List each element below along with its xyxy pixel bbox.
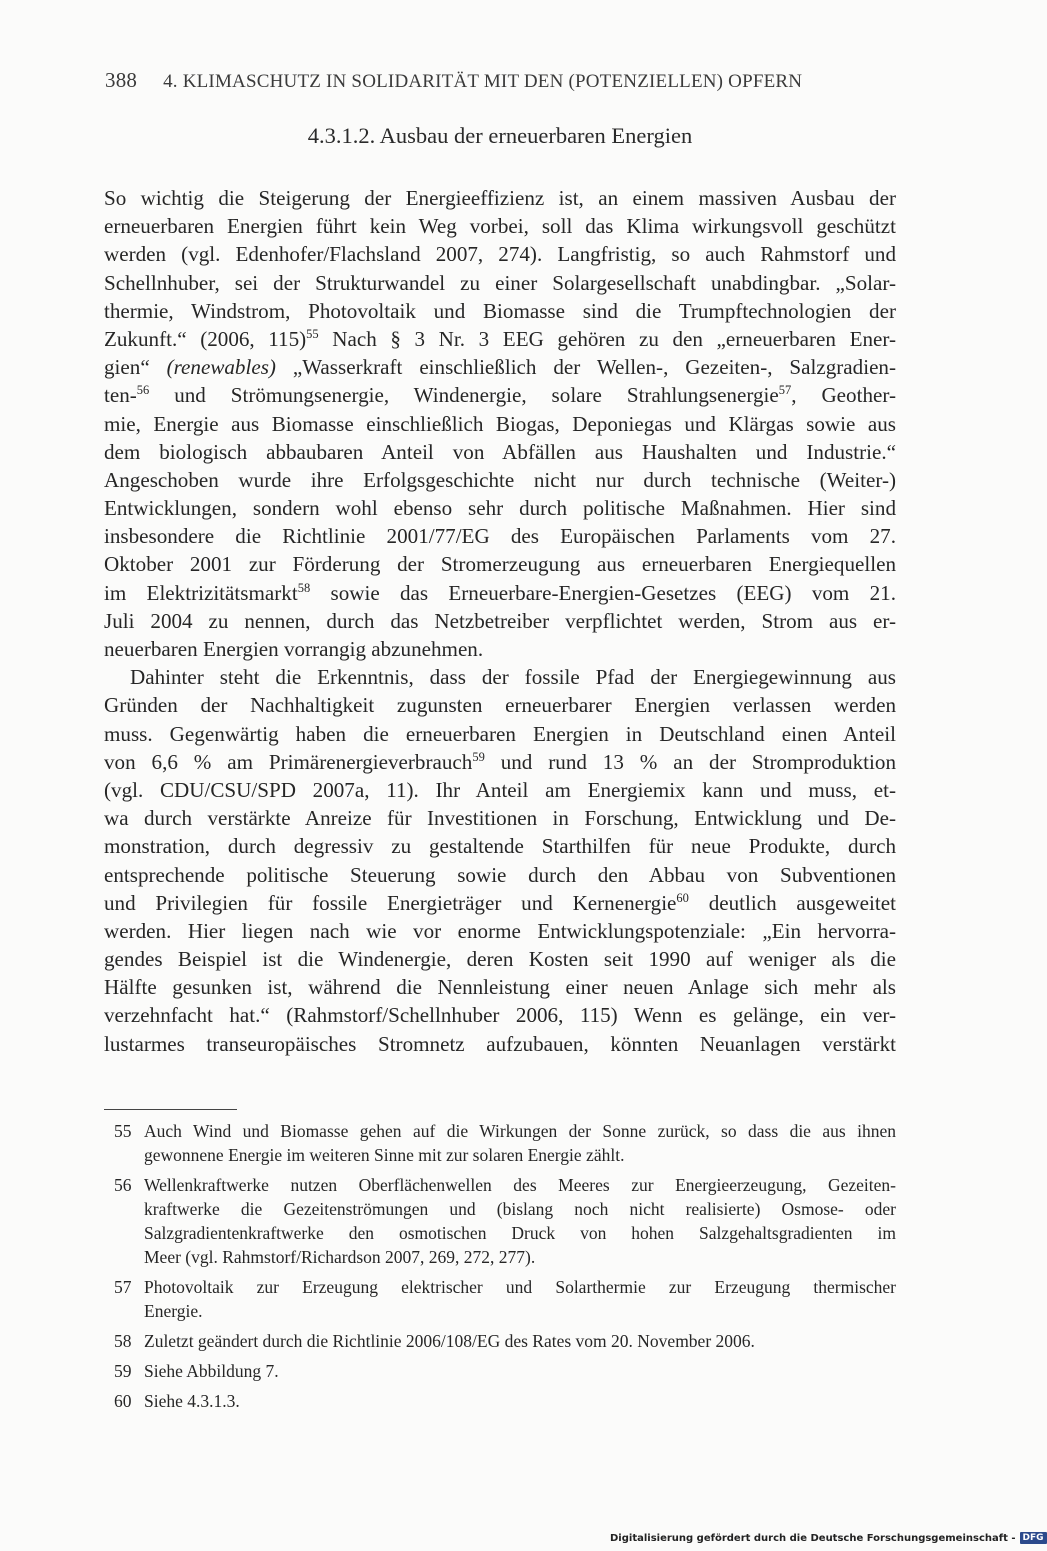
footnote-number: 55 (114, 1121, 132, 1141)
text-segment: Zukunft.“ (2006, 115) (104, 326, 307, 351)
italic-term: (renewables) (166, 355, 276, 380)
text-line: werden (vgl. Edenhofer/Flachsland 2007, 274). Langfristig, so auch Rahmstorf und (104, 242, 896, 267)
text-segment: ten- (104, 383, 137, 408)
text-segment: sowie das Erneuerbare-Energien-Gesetzes (EEG) vom 21. (310, 580, 896, 605)
footnote-line: Meer (vgl. Rahmstorf/Richardson 2007, 269, 272, 277). (144, 1247, 536, 1267)
text-segment: , Geother- (791, 383, 896, 408)
footnote-ref-57: 57 (778, 383, 792, 398)
footnote-line: Siehe 4.3.1.3. (144, 1391, 240, 1411)
text-line: Schellnhuber, sei der Strukturwandel zu einer Solargesellschaft unabdingbar. „Solar- (104, 270, 896, 295)
footnote-line: Energie. (144, 1301, 203, 1321)
text-line: Juli 2004 zu nennen, durch das Netzbetreiber verpflichtet werden, Strom aus er- (104, 608, 896, 633)
text-segment: und Strömungsenergie, Windenergie, solare Strahlungsenergie (149, 383, 779, 408)
footnote-ref-58: 58 (297, 580, 311, 595)
footnote-number: 58 (114, 1331, 132, 1351)
footnote-60 (104, 1389, 896, 1413)
text-line: erneuerbaren Energien führt kein Weg vorbei, soll das Klima wirkungsvoll geschützt (104, 214, 896, 239)
text-line: muss. Gegenwärtig haben die erneuerbaren Energien in Deutschland einen Anteil (104, 721, 896, 746)
text-segment: deutlich ausgeweitet (688, 890, 896, 915)
text-segment: „Wasserkraft einschließlich der Wellen-, Gezeiten-, Salzgradien- (275, 355, 897, 380)
footnote-ref-56: 56 (136, 383, 150, 398)
text-line: insbesondere die Richtlinie 2001/77/EG des Europäischen Parlaments vom 27. (104, 524, 896, 549)
footnote-ref-59: 59 (472, 749, 485, 764)
footnote-line: Siehe Abbildung 7. (144, 1361, 279, 1381)
text-segment: Nach § 3 Nr. 3 EEG gehören zu den „erneuerbaren Ener- (318, 326, 896, 351)
footnote-line: Zuletzt geändert durch die Richtlinie 2006/108/EG des Rates vom 20. November 2006. (144, 1331, 755, 1351)
dfg-logo: DFG (1020, 1532, 1047, 1544)
text-line: gendes Beispiel ist die Windenergie, deren Kosten seit 1990 auf weniger als die (104, 947, 896, 972)
text-line: Dahinter steht die Erkenntnis, dass der fossile Pfad der Energiegewinnung aus (130, 665, 896, 690)
text-line: verzehnfacht hat.“ (Rahmstorf/Schellnhuber 2006, 115) Wenn es gelänge, ein ver- (104, 1003, 896, 1028)
footnote-line: Wellenkraftwerke nutzen Oberflächenwellen des Meeres zur Energieerzeugung, Gezeiten- (144, 1175, 896, 1195)
text-segment: von 6,6 % am Primärenergieverbrauch (104, 749, 473, 774)
text-line: Entwicklungen, sondern wohl ebenso sehr durch politische Maßnahmen. Hier sind (104, 496, 896, 521)
text-line: entsprechende politische Steuerung sowie durch den Abbau von Subventionen (104, 862, 896, 887)
text-segment: und rund 13 % an der Stromproduktion (484, 749, 896, 774)
footnote-57 (104, 1275, 896, 1323)
text-segment: gien“ (104, 355, 167, 380)
text-line: thermie, Windstrom, Photovoltaik und Biomasse sind die Trumpftechnologien der (104, 298, 896, 323)
footnote-divider (104, 1109, 237, 1110)
text-line: dem biologisch abbaubaren Anteil von Abfällen aus Haushalten und Industrie.“ (104, 439, 896, 464)
text-line: werden. Hier liegen nach wie vor enorme Entwicklungspotenziale: „Ein hervorra- (104, 918, 896, 943)
text-line: Gründen der Nachhaltigkeit zugunsten erneuerbarer Energien verlassen werden (104, 693, 896, 718)
text-line (104, 325, 896, 353)
footnote-58 (104, 1329, 896, 1353)
text-line (104, 381, 896, 409)
footnote-number: 59 (114, 1361, 132, 1381)
text-line: wa durch verstärkte Anreize für Investitionen in Forschung, Entwicklung und De- (104, 806, 896, 831)
footnote-number: 60 (114, 1391, 132, 1411)
footnote-59 (104, 1359, 896, 1383)
footnote-line: gewonnene Energie im weiteren Sinne mit zur solaren Energie zählt. (144, 1145, 625, 1165)
text-line: Angeschoben wurde ihre Erfolgsgeschichte nicht nur durch technische (Weiter-) (104, 467, 896, 492)
footnote-line: Auch Wind und Biomasse gehen auf die Wirkungen der Sonne zurück, so dass die aus ihnen (144, 1121, 896, 1141)
text-line: neuerbaren Energien vorrangig abzunehmen. (104, 637, 484, 661)
body-text (104, 184, 896, 1058)
text-segment: im Elektrizitätsmarkt (104, 580, 298, 605)
footnote-55 (104, 1119, 896, 1167)
text-line: lustarmes transeuropäisches Stromnetz aufzubauen, könnten Neuanlagen verstärkt (104, 1031, 896, 1056)
footnote-ref-60: 60 (676, 890, 689, 905)
credit-text: Digitalisierung gefördert durch die Deutsche Forschungsgemeinschaft - (610, 1533, 1016, 1544)
text-line: Oktober 2001 zur Förderung der Stromerzeugung aus erneuerbaren Energiequellen (104, 552, 896, 577)
text-line (104, 889, 896, 917)
footnote-line: Salzgradientenkraftwerke den osmotischen Druck von hohen Salzgehaltsgradienten im (144, 1223, 896, 1243)
footnote-line: Photovoltaik zur Erzeugung elektrischer und Solarthermie zur Erzeugung thermischer (144, 1277, 896, 1297)
footnotes (104, 1119, 896, 1419)
running-header (105, 68, 905, 93)
section-heading: 4.3.1.2. Ausbau der erneuerbaren Energien (307, 123, 693, 148)
text-line (104, 353, 896, 381)
footnote-line: kraftwerke die Gezeitenströmungen und (bislang noch nicht realisierte) Osmose- oder (144, 1199, 896, 1219)
footnote-number: 57 (114, 1277, 132, 1297)
running-title: 4. KLIMASCHUTZ IN SOLIDARITÄT MIT DEN (POTENZIELLEN) OPFERN (163, 71, 803, 92)
text-line: monstration, durch degressiv zu gestaltende Starthilfen für neue Produkte, durch (104, 834, 896, 859)
text-line: mie, Energie aus Biomasse einschließlich Biogas, Deponiegas und Klärgas sowie aus (104, 411, 896, 436)
footnote-number: 56 (114, 1175, 132, 1195)
text-line: So wichtig die Steigerung der Energieeffizienz ist, an einem massiven Ausbau der (104, 186, 896, 210)
text-line (104, 748, 896, 776)
digitization-credit (610, 1532, 1047, 1544)
footnote-ref-55: 55 (306, 326, 319, 341)
text-segment: und Privilegien für fossile Energieträger und Kernenergie (104, 890, 677, 915)
page-number: 388 (105, 68, 138, 92)
text-line (104, 579, 896, 607)
text-line: Hälfte gesunken ist, während die Nennleistung einer neuen Anlage sich mehr als (104, 975, 896, 1000)
footnote-56 (104, 1173, 896, 1269)
text-line: (vgl. CDU/CSU/SPD 2007a, 11). Ihr Anteil am Energiemix kann und muss, et- (104, 777, 896, 802)
